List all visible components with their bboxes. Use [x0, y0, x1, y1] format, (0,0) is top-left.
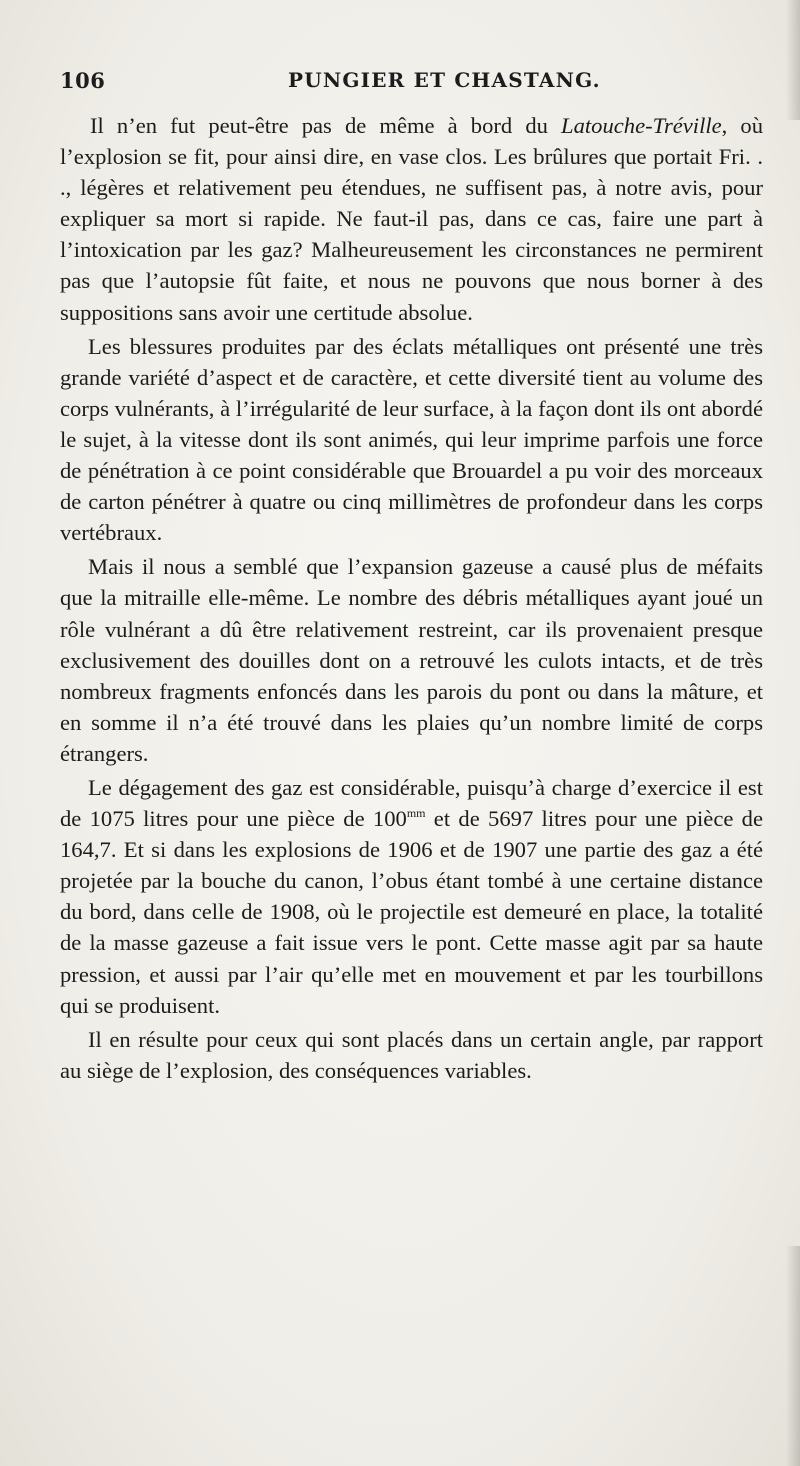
paragraph-gas-expansion: Mais il nous a semblé que l’expansion gazeuse a causé plus de méfaits que la mitraille elle-même. Le nombre des débris métalliques ayant joué un rôle vulnérant a dû être relativement restreint, car ils provenaient presque exclusivement des douilles dont on a retrouvé les culots intacts, et de très nombreux fragments enfoncés dans les parois du pont ou dans la mâture, et en somme il n’a été trouvé dans les plaies qu’un nombre limité de corps étrangers.: [60, 554, 763, 766]
running-head: [60, 68, 770, 98]
paragraph-latouche-treville: [60, 110, 763, 328]
scan-edge-shadow: [786, 1246, 800, 1466]
body-text: [60, 110, 763, 1086]
unit-superscript: mm: [406, 806, 426, 821]
paragraph-text: Le dégagement des gaz est considérable, puisqu’à charge d’exercice il est de 1075 litres pour une pièce de 100: [60, 774, 763, 832]
paragraph-metal-wounds: Les blessures produites par des éclats métalliques ont présenté une très grande variété d’aspect et de caractère, et cette diversité tient au volume des corps vulnérants, à l’irrégularité de leur surface, à la façon dont ils ont abordé le sujet, à la vitesse dont ils sont animés, qui leur imprime parfois une force de pénétration à ce point considérable que Brouardel a pu voir des morceaux de carton pénétrer à quatre ou cinq millimètres de profondeur dans les corps vertébraux.: [60, 333, 763, 546]
scan-edge-shadow: [786, 0, 800, 120]
paragraph-gas-volume: [60, 772, 763, 1021]
paragraph-text: et de 5697 litres pour une pièce de 164,7. Et si dans les explosions de 1906 et de 1907 une partie des gaz a été projetée par la bouche du canon, l’obus étant tombé à une certaine distance du bord, dans celle de 1908, où le projectile est demeuré en place, la totalité de la masse gazeuse a fait issue vers le pont. Cette masse agit par sa haute pression, et aussi par l’air qu’elle met en mouvement et par les tourbillons qui se produisent.: [60, 806, 764, 1018]
ship-name: Latouche-Tréville: [561, 113, 722, 138]
page-number: 106: [60, 68, 106, 93]
paragraph-text: Il n’en fut peut-être pas de même à bord du: [90, 113, 562, 138]
running-title: PUNGIER ET CHASTANG.: [288, 68, 601, 92]
paragraph-consequences: Il en résulte pour ceux qui sont placés dans un certain angle, par rapport au siège de l’explosion, des conséquences variables.: [60, 1026, 763, 1083]
paragraph-text: , où l’explosion se fit, pour ainsi dire, en vase clos. Les brûlures que portait Fri. . ., légères et relativement peu étendues, ne suffisent pas, à notre avis, pour expliquer sa mort si rapide. Ne faut-il pas, dans ce cas, faire une part à l’intoxication par les gaz? Malheureusement les circonstances ne permirent pas que l’autopsie fût faite, et nous ne pouvons que nous borner à des suppositions sans avoir une certitude absolue.: [60, 113, 763, 325]
